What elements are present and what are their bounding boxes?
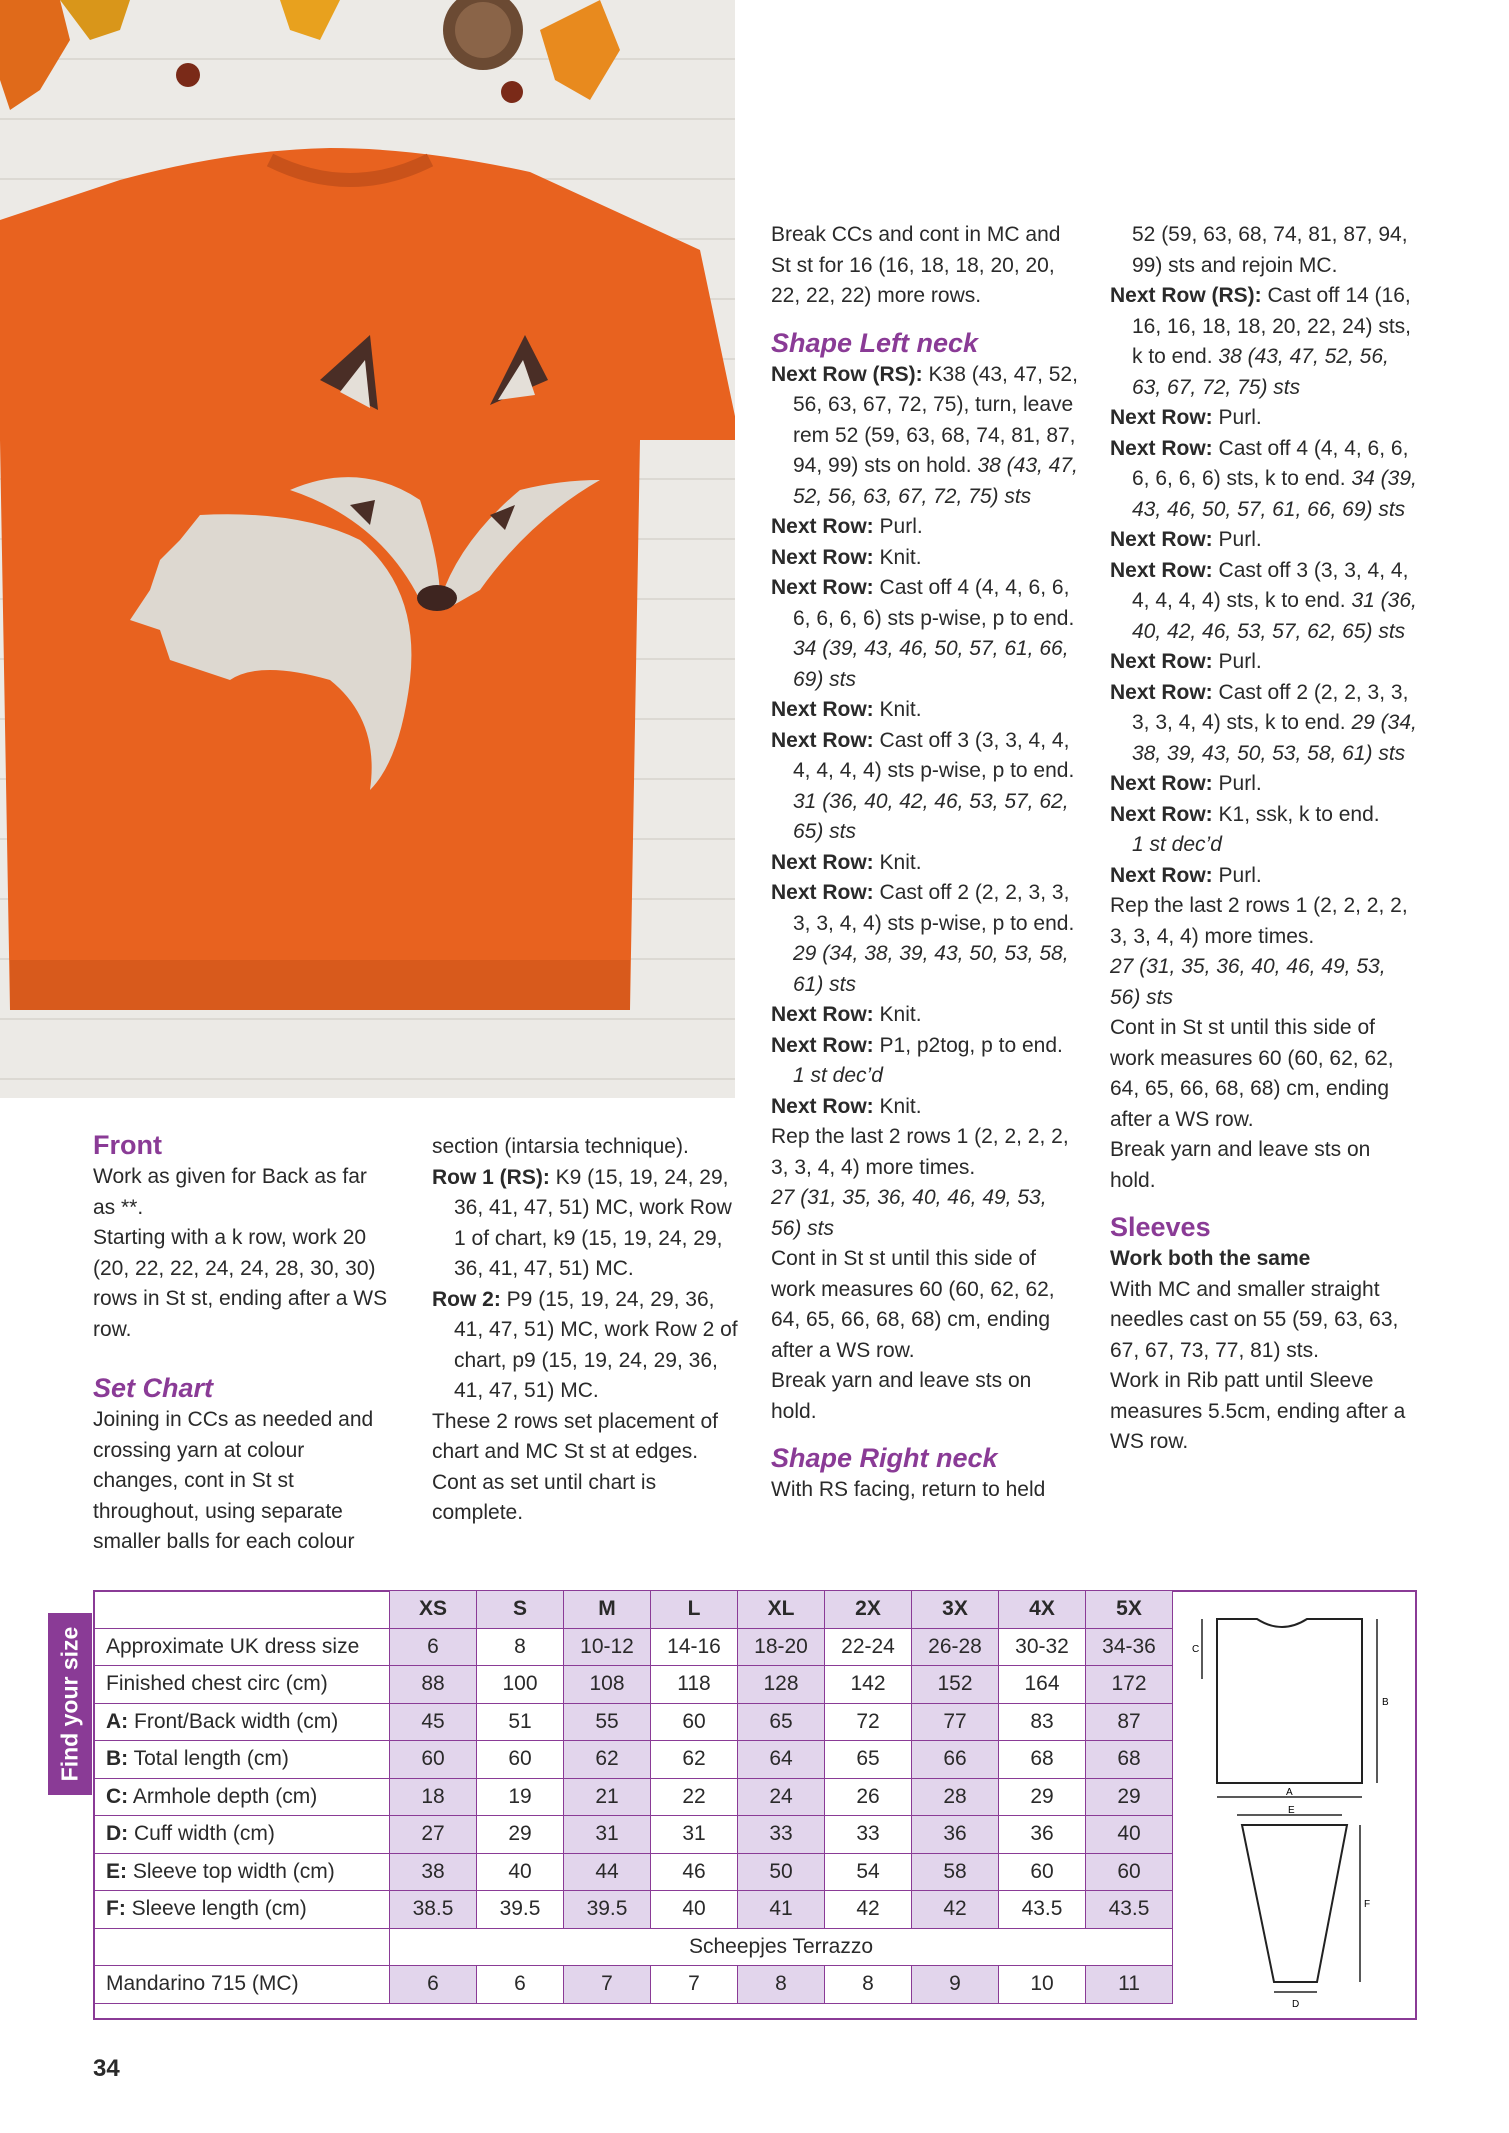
row-label: Finished chest circ (cm)	[94, 1666, 390, 1704]
table-cell: 14-16	[651, 1628, 738, 1666]
heading-front: Front	[93, 1130, 162, 1160]
table-cell: 8	[738, 1966, 825, 2004]
size-xl: XL	[738, 1591, 825, 1629]
table-cell: 29	[1086, 1778, 1173, 1816]
row-label: E: Sleeve top width (cm)	[94, 1853, 390, 1891]
table-cell: 68	[999, 1741, 1086, 1779]
front-text-1: Work as given for Back as far as **.	[93, 1165, 367, 1219]
set-chart-text-cont: section (intarsia technique).	[432, 1135, 689, 1158]
set-chart-text-1: Joining in CCs as needed and crossing yarn at colour changes, cont in St st throughout, using separate smaller balls for each colour	[93, 1408, 374, 1553]
size-2x: 2X	[825, 1591, 912, 1629]
table-cell: 58	[912, 1853, 999, 1891]
table-cell: 50	[738, 1853, 825, 1891]
size-l: L	[651, 1591, 738, 1629]
size-5x: 5X	[1086, 1591, 1173, 1629]
label-b: B	[1382, 1697, 1389, 1708]
table-cell: 60	[390, 1741, 477, 1779]
yarn-label: Mandarino 715 (MC)	[94, 1966, 390, 2004]
table-cell: 77	[912, 1703, 999, 1741]
table-cell: 41	[738, 1891, 825, 1929]
sleeves-subheading: Work both the same	[1110, 1247, 1311, 1270]
heading-shape-left-neck: Shape Left neck	[771, 327, 979, 358]
table-row	[94, 1703, 1173, 1741]
table-cell: 26-28	[912, 1628, 999, 1666]
garment-diagram	[1172, 1597, 1412, 2015]
column-3: Break CCs and cont in MC and St st for 16 (16, 18, 18, 20, 20, 22, 22, 22) more rows. Shape Left neck Next Row (RS): K38 (43, 47, 52, 56, 63, 67, 72, 75), turn, leave rem 52 (59, 63, 68, 74, 81, 87, 94, 99) sts on hold. 38 (43, 47, 52, 56, 63, 67, 72, 75) sts Next Row: Purl. Next Row: Knit. Next Row: Cast off 4 (4, 4, 6, 6, 6, 6, 6, 6) sts p-wise, p to end. 34 (39, 43, 46, 50, 57, 61, 66, 69) sts Next Row: Knit. Next Row: Cast off 3 (3, 3, 4, 4, 4, 4, 4, 4) sts p-wise, p to end. 31 (36, 40, 42, 46, 53, 57, 62, 65) sts Next Row: Knit. Next Row: Cast off 2 (2, 2, 3, 3, 3, 3, 4, 4) sts p-wise, p to end. 29 (34, 38, 39, 43, 50, 53, 58, 61) sts Next Row: Knit. Next Row: P1, p2tog, p to end. 1 st dec’d Next Row: Knit. Rep the last 2 rows 1 (2, 2, 2, 2, 3, 3, 4, 4) more times. 27 (31, 35, 36, 40, 46, 49, 53, 56) sts Cont in St st until this side of work measures 60 (60, 62, 62, 64, 65, 66, 68, 68) cm, ending after a WS row. Break yarn and leave sts on hold. Shape Right neck With RS facing, return to held	[771, 220, 1081, 1506]
size-m: M	[564, 1591, 651, 1629]
row-2-instruction: Row 2: P9 (15, 19, 24, 29, 36, 41, 47, 51) MC, work Row 2 of chart, p9 (15, 19, 24, 29, 36, 41, 47, 51) MC.	[432, 1287, 738, 1402]
table-row	[94, 1666, 1173, 1704]
table-cell: 60	[477, 1741, 564, 1779]
table-cell: 39.5	[477, 1891, 564, 1929]
table-row	[94, 1741, 1173, 1779]
table-cell: 46	[651, 1853, 738, 1891]
table-cell: 21	[564, 1778, 651, 1816]
table-cell: 11	[1086, 1966, 1173, 2004]
table-cell: 6	[477, 1966, 564, 2004]
table-cell: 54	[825, 1853, 912, 1891]
table-cell: 39.5	[564, 1891, 651, 1929]
table-cell: 108	[564, 1666, 651, 1704]
label-c: C	[1192, 1644, 1200, 1655]
table-cell: 60	[999, 1853, 1086, 1891]
sleeve-outline	[1242, 1825, 1347, 1982]
yarn-brand-row	[94, 1928, 1173, 1966]
table-cell: 64	[738, 1741, 825, 1779]
table-cell: 24	[738, 1778, 825, 1816]
table-cell: 87	[1086, 1703, 1173, 1741]
table-row	[94, 1778, 1173, 1816]
table-cell: 65	[738, 1703, 825, 1741]
fox-sweater-photo	[0, 0, 747, 1098]
table-cell: 36	[999, 1816, 1086, 1854]
table-cell: 22-24	[825, 1628, 912, 1666]
row-label: A: Front/Back width (cm)	[94, 1703, 390, 1741]
table-cell: 43.5	[1086, 1891, 1173, 1929]
find-your-size-tab: Find your size	[48, 1613, 92, 1795]
row-label: C: Armhole depth (cm)	[94, 1778, 390, 1816]
table-row	[94, 1628, 1173, 1666]
table-cell: 34-36	[1086, 1628, 1173, 1666]
table-cell: 68	[1086, 1741, 1173, 1779]
table-cell: 42	[825, 1891, 912, 1929]
label-e: E	[1288, 1805, 1295, 1816]
table-cell: 172	[1086, 1666, 1173, 1704]
row-label: F: Sleeve length (cm)	[94, 1891, 390, 1929]
label-a: A	[1286, 1787, 1293, 1798]
table-cell: 42	[912, 1891, 999, 1929]
heading-sleeves: Sleeves	[1110, 1212, 1211, 1242]
heading-set-chart: Set Chart	[93, 1373, 214, 1403]
table-cell: 88	[390, 1666, 477, 1704]
table-cell: 7	[651, 1966, 738, 2004]
table-cell: 26	[825, 1778, 912, 1816]
column-4: 52 (59, 63, 68, 74, 81, 87, 94, 99) sts and rejoin MC. Next Row (RS): Cast off 14 (16, 16, 16, 18, 18, 20, 22, 24) sts, k to end. 38 (43, 47, 52, 56, 63, 67, 72, 75) sts Next Row: Purl. Next Row: Cast off 4 (4, 4, 6, 6, 6, 6, 6, 6) sts, k to end. 34 (39, 43, 46, 50, 57, 61, 66, 69) sts Next Row: Purl. Next Row: Cast off 3 (3, 3, 4, 4, 4, 4, 4, 4) sts, k to end. 31 (36, 40, 42, 46, 53, 57, 62, 65) sts Next Row: Purl. Next Row: Cast off 2 (2, 2, 3, 3, 3, 3, 4, 4) sts, k to end. 29 (34, 38, 39, 43, 50, 53, 58, 61) sts Next Row: Purl. Next Row: K1, ssk, k to end. 1 st dec’d Next Row: Purl. Rep the last 2 rows 1 (2, 2, 2, 2, 3, 3, 4, 4) more times. 27 (31, 35, 36, 40, 46, 49, 53, 56) sts Cont in St st until this side of work measures 60 (60, 62, 62, 64, 65, 66, 68, 68) cm, ending after a WS row. Break yarn and leave sts on hold. Sleeves Work both the same With MC and smaller straight needles cast on 55 (59, 63, 63, 67, 67, 73, 77, 81) sts. Work in Rib patt until Sleeve measures 5.5cm, ending after a WS row.	[1110, 220, 1420, 1458]
table-cell: 60	[651, 1703, 738, 1741]
table-cell: 8	[477, 1628, 564, 1666]
table-cell: 27	[390, 1816, 477, 1854]
front-text-2: Starting with a k row, work 20 (20, 22, 22, 24, 24, 28, 30, 30) rows in St st, ending after a WS row.	[93, 1226, 388, 1341]
row-label: Approximate UK dress size	[94, 1628, 390, 1666]
table-row	[94, 1816, 1173, 1854]
table-cell: 40	[651, 1891, 738, 1929]
table-cell: 100	[477, 1666, 564, 1704]
body-outline	[1217, 1619, 1362, 1783]
heading-shape-right-neck: Shape Right neck	[771, 1443, 998, 1473]
table-cell: 33	[825, 1816, 912, 1854]
label-d: D	[1292, 1999, 1300, 2010]
table-cell: 65	[825, 1741, 912, 1779]
table-cell: 66	[912, 1741, 999, 1779]
row-label: B: Total length (cm)	[94, 1741, 390, 1779]
table-cell: 19	[477, 1778, 564, 1816]
table-cell: 128	[738, 1666, 825, 1704]
table-cell: 9	[912, 1966, 999, 2004]
col3-intro: Break CCs and cont in MC and St st for 16 (16, 18, 18, 20, 20, 22, 22, 22) more rows.	[771, 223, 1061, 307]
table-cell: 142	[825, 1666, 912, 1704]
table-cell: 60	[1086, 1853, 1173, 1891]
fox-nose	[417, 585, 457, 611]
table-cell: 22	[651, 1778, 738, 1816]
size-xs: XS	[390, 1591, 477, 1629]
size-s: S	[477, 1591, 564, 1629]
table-cell: 72	[825, 1703, 912, 1741]
table-cell: 28	[912, 1778, 999, 1816]
yarn-row	[94, 1966, 1173, 2004]
table-cell: 45	[390, 1703, 477, 1741]
table-cell: 62	[564, 1741, 651, 1779]
table-cell: 55	[564, 1703, 651, 1741]
page-number: 34	[93, 2055, 120, 2082]
table-cell: 38.5	[390, 1891, 477, 1929]
table-cell: 43.5	[999, 1891, 1086, 1929]
table-cell: 29	[477, 1816, 564, 1854]
table-cell: 152	[912, 1666, 999, 1704]
table-cell: 7	[564, 1966, 651, 2004]
table-cell: 6	[390, 1966, 477, 2004]
table-cell: 164	[999, 1666, 1086, 1704]
table-cell: 10	[999, 1966, 1086, 2004]
row-label: D: Cuff width (cm)	[94, 1816, 390, 1854]
table-cell: 118	[651, 1666, 738, 1704]
table-cell: 18-20	[738, 1628, 825, 1666]
label-f: F	[1364, 1899, 1371, 1910]
table-cell: 30-32	[999, 1628, 1086, 1666]
table-cell: 18	[390, 1778, 477, 1816]
table-cell: 33	[738, 1816, 825, 1854]
table-cell: 29	[999, 1778, 1086, 1816]
column-1	[93, 1128, 393, 1558]
table-cell: 31	[564, 1816, 651, 1854]
table-row	[94, 1853, 1173, 1891]
table-cell: 31	[651, 1816, 738, 1854]
table-cell: 83	[999, 1703, 1086, 1741]
table-cell: 44	[564, 1853, 651, 1891]
table-cell: 8	[825, 1966, 912, 2004]
table-cell: 62	[651, 1741, 738, 1779]
size-4x: 4X	[999, 1591, 1086, 1629]
set-chart-text-end: These 2 rows set placement of chart and MC St st at edges. Cont as set until chart is complete.	[432, 1409, 718, 1524]
table-cell: 38	[390, 1853, 477, 1891]
size-table	[93, 1590, 1173, 2004]
size-header-row	[94, 1591, 1173, 1629]
table-cell: 51	[477, 1703, 564, 1741]
table-row	[94, 1891, 1173, 1929]
table-cell: 40	[1086, 1816, 1173, 1854]
table-cell: 6	[390, 1628, 477, 1666]
table-cell: 40	[477, 1853, 564, 1891]
size-3x: 3X	[912, 1591, 999, 1629]
yarn-brand: Scheepjes Terrazzo	[390, 1928, 1173, 1966]
table-cell: 10-12	[564, 1628, 651, 1666]
row-1-instruction: Row 1 (RS): K9 (15, 19, 24, 29, 36, 41, 47, 51) MC, work Row 1 of chart, k9 (15, 19, 24, 29, 36, 41, 47, 51) MC.	[432, 1165, 732, 1280]
column-2	[432, 1132, 742, 1529]
table-cell: 36	[912, 1816, 999, 1854]
